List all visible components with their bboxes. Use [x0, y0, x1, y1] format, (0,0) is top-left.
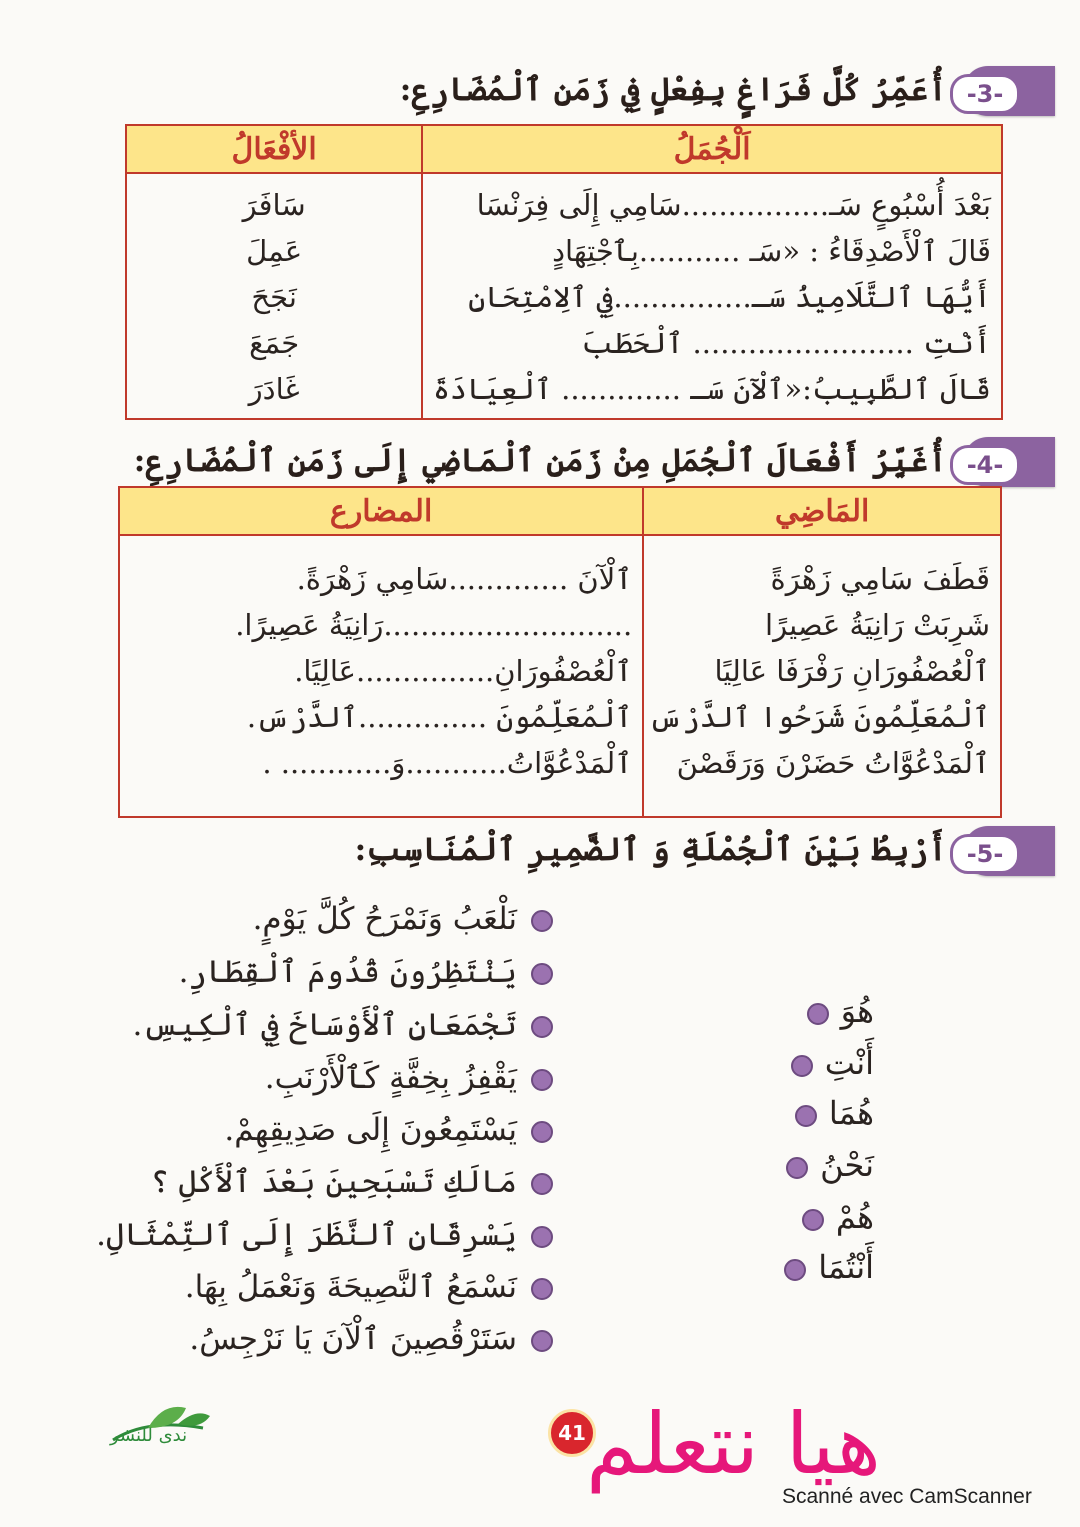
- past-sentence: ٱلْمَدْعُوَّاتُ حَضَرْنَ وَرَقَصْنَ: [676, 746, 990, 780]
- sentence-line: أَنْتِ ........................ ٱلْحَطَبَ: [581, 326, 991, 360]
- column-header-verbs: الأفْعَالُ: [126, 125, 422, 173]
- sentence-text: تَجْمَعَانِ ٱلْأَوْسَاخَ فِي ٱلْكِيسِ.: [132, 1007, 517, 1043]
- match-dot[interactable]: [531, 1226, 553, 1248]
- sentence-line: قَالَ ٱلْأَصْدِقَاءُ : «سَـ ...........بِٱجْتِهَادٍ: [552, 234, 991, 268]
- match-dot[interactable]: [784, 1259, 806, 1281]
- pronoun-text: هُمَا: [828, 1094, 874, 1132]
- present-sentence: ٱلْعُصْفُورَانِ...............عَالِيًا.: [294, 654, 633, 688]
- match-sentence[interactable]: [189, 1313, 553, 1365]
- exercise-5-header: [25, 826, 1055, 876]
- past-sentence: شَرِبَتْ رَانِيَةُ عَصِيرًا: [765, 608, 990, 642]
- match-dot[interactable]: [531, 910, 553, 932]
- pronoun-text: هُمْ: [835, 1198, 874, 1236]
- sentence-line: قَالَ ٱلطَّبِيبُ:«ٱلْآنَ سَـ ............. ٱلْعِيَادَةَ: [432, 372, 991, 406]
- match-dot[interactable]: [531, 1016, 553, 1038]
- verb-item: جَمَعَ: [249, 326, 300, 360]
- match-dot[interactable]: [531, 1069, 553, 1091]
- past-sentence: قَطَفَ سَامِي زَهْرَةً: [770, 562, 990, 596]
- book-title: هيا نتعلم: [586, 1395, 881, 1493]
- sentence-text: نَسْمَعُ ٱلنَّصِيحَةَ وَنَعْمَلُ بِهَا.: [184, 1269, 517, 1305]
- match-pronoun[interactable]: [791, 1037, 874, 1089]
- sentences-cell: [422, 173, 1002, 419]
- match-sentence[interactable]: [96, 1209, 553, 1261]
- match-dot[interactable]: [791, 1055, 813, 1077]
- match-sentence[interactable]: [185, 1261, 553, 1313]
- match-dot[interactable]: [802, 1209, 824, 1231]
- exercise-3-header: [25, 66, 1055, 116]
- match-dot[interactable]: [531, 1330, 553, 1352]
- verb-item: عَمِلَ: [246, 234, 303, 268]
- verb-item: غَادَرَ: [248, 372, 300, 406]
- sentence-text: يَسْتَمِعُونَ إِلَى صَدِيقِهِمْ.: [224, 1112, 517, 1148]
- match-sentence[interactable]: [224, 1104, 553, 1156]
- exercise-title: أُغَيِّرُ أَفْعَالَ ٱلْجُمَلِ مِنْ زَمَنِ ٱلْمَاضِي إِلَى زَمَنِ ٱلْمُضَارِعِ:: [133, 441, 947, 479]
- match-pronoun[interactable]: [795, 1087, 874, 1139]
- sentence-text: مَالَكِ تَسْبَحِينَ بَعْدَ ٱلْأَكْلِ ؟: [150, 1164, 517, 1200]
- match-dot[interactable]: [531, 1278, 553, 1300]
- pronoun-text: نَحْنُ: [820, 1146, 874, 1184]
- present-sentence: ٱلْآنَ .............سَامِي زَهْرَةً.: [296, 562, 633, 596]
- present-sentence: ٱلْمَدْعُوَّاتُ...........وَ............ .: [262, 746, 633, 780]
- present-sentence: ...........................رَانِيَةُ عَصِيرًا.: [235, 608, 633, 642]
- past-sentence: ٱلْمُعَلِّمُونَ شَرَحُوا ٱلدَّرْسَ: [648, 700, 990, 734]
- past-cell: [643, 535, 1001, 817]
- match-sentence[interactable]: [265, 1052, 553, 1104]
- match-sentence[interactable]: [132, 999, 553, 1051]
- match-dot[interactable]: [531, 963, 553, 985]
- verbs-cell: [126, 173, 422, 419]
- column-header-present: المضارع: [119, 487, 643, 535]
- publisher-name: ندى للنشر: [110, 1425, 188, 1446]
- match-pronoun[interactable]: [784, 1241, 874, 1293]
- match-dot[interactable]: [531, 1121, 553, 1143]
- exercise-4-table: [118, 486, 1002, 818]
- exercise-number: -4-: [950, 445, 1020, 485]
- match-dot[interactable]: [807, 1003, 829, 1025]
- scanner-watermark: Scanné avec CamScanner: [782, 1485, 1032, 1508]
- match-sentence[interactable]: [253, 893, 553, 945]
- pronoun-text: أَنْتُمَا: [818, 1248, 874, 1286]
- sentence-text: يَقْفِزُ بِخِفَّةٍ كَٱلْأَرْنَبِ.: [264, 1060, 517, 1096]
- verb-item: سَافَرَ: [242, 188, 306, 222]
- match-sentence[interactable]: [151, 1156, 553, 1208]
- exercise-number: -5-: [950, 834, 1020, 874]
- match-pronoun[interactable]: [786, 1139, 874, 1191]
- exercise-number: -3-: [950, 74, 1020, 114]
- verb-item: نَجَحَ: [251, 280, 297, 314]
- pronoun-text: هُوَ: [840, 992, 874, 1030]
- pronoun-text: أَنْتِ: [824, 1044, 874, 1082]
- sentence-text: نَلْعَبُ وَنَمْرَحُ كُلَّ يَوْمٍ.: [252, 901, 517, 937]
- sentence-text: يَسْرِقَانِ ٱلنَّظَرَ إِلَى ٱلتِّمْثَالِ.: [96, 1217, 517, 1253]
- match-dot[interactable]: [531, 1173, 553, 1195]
- match-sentence[interactable]: [179, 946, 553, 998]
- past-sentence: ٱلْعُصْفُورَانِ رَفْرَفَا عَالِيًا: [714, 654, 990, 688]
- sentence-text: سَتَرْقُصِينَ ٱلْآنَ يَا نَرْجِسُ.: [189, 1321, 517, 1357]
- present-sentence: ٱلْمُعَلِّمُونَ ..............ٱلدَّرْسَ.: [246, 700, 633, 734]
- match-pronoun[interactable]: [802, 1191, 874, 1243]
- exercise-4-header: [25, 437, 1055, 487]
- exercise-3-table: [125, 124, 1003, 420]
- column-header-past: المَاضِي: [643, 487, 1001, 535]
- present-cell: [119, 535, 643, 817]
- sentence-line: بَعْدَ أُسْبُوعٍ سَـ................سَامِي إِلَى فِرَنْسَا: [476, 188, 991, 222]
- sentence-text: يَنْتَظِرُونَ قُدُومَ ٱلْقِطَارِ.: [178, 954, 517, 990]
- match-pronoun[interactable]: [807, 985, 874, 1037]
- sentence-line: أَيُّهَا ٱلتَّلَامِيذُ سَـ...............فِي ٱلِامْتِحَانِ: [468, 280, 991, 314]
- exercise-title: أُعَمِّرُ كُلَّ فَرَاغٍ بِفِعْلٍ فِي زَمَنِ ٱلْمُضَارِعِ:: [399, 70, 947, 108]
- match-dot[interactable]: [795, 1105, 817, 1127]
- column-header-sentences: اَلْجُمَلُ: [422, 125, 1002, 173]
- exercise-title: أَرْبِطُ بَيْنَ ٱلْجُمْلَةِ وَ ٱلضَّمِيرِ ٱلْمُنَاسِبِ:: [354, 830, 947, 868]
- match-dot[interactable]: [786, 1157, 808, 1179]
- page-number-badge: 41: [548, 1409, 596, 1457]
